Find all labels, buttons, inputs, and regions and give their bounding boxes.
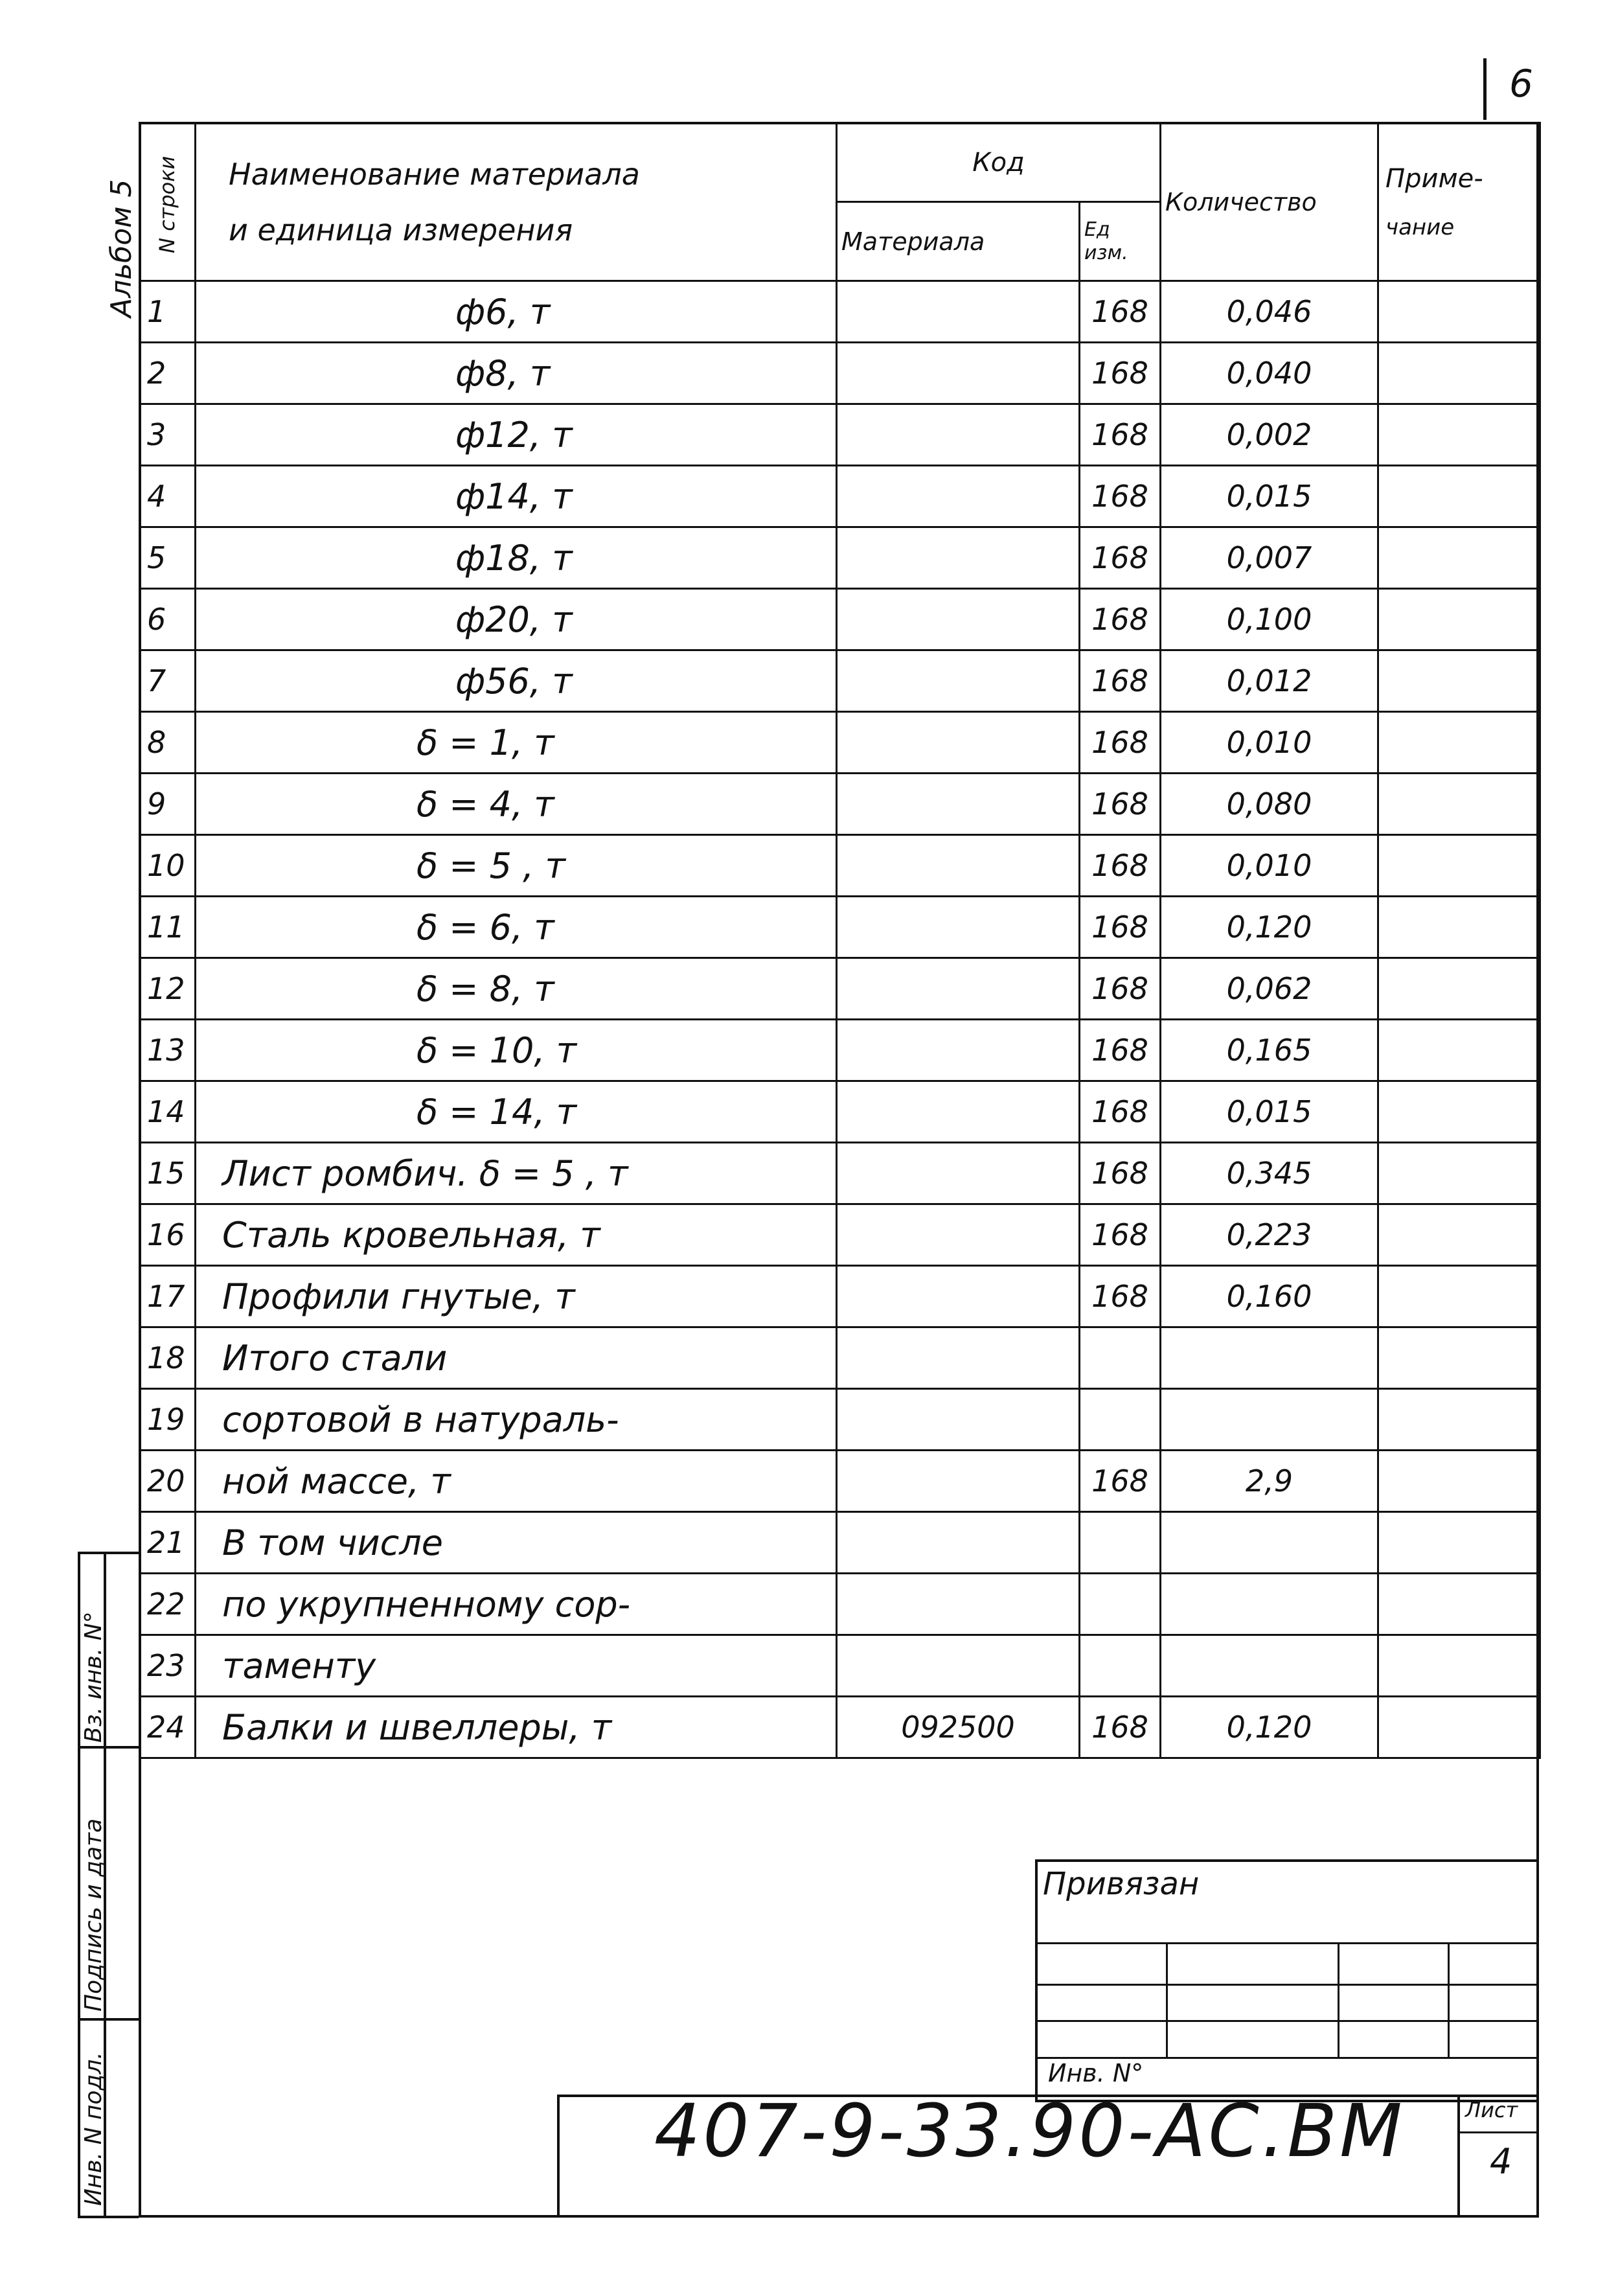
row-material-code — [837, 1574, 1080, 1635]
row-name: δ = 10, т — [196, 1020, 837, 1081]
row-material-code — [837, 1635, 1080, 1697]
row-name: В том числе — [196, 1512, 837, 1574]
row-quantity: 0,007 — [1161, 527, 1378, 589]
row-name: ф8, т — [196, 343, 837, 404]
row-number: 12 — [140, 958, 196, 1020]
binding-label: Привязан — [1043, 1866, 1200, 1902]
row-name: Итого стали — [196, 1327, 837, 1389]
row-number: 8 — [140, 712, 196, 774]
row-number: 5 — [140, 527, 196, 589]
row-note — [1378, 958, 1540, 1020]
row-note — [1378, 1327, 1540, 1389]
row-name: δ = 14, т — [196, 1081, 837, 1143]
row-number: 21 — [140, 1512, 196, 1574]
row-quantity: 0,002 — [1161, 404, 1378, 466]
row-unit: 168 — [1080, 835, 1161, 897]
row-note — [1378, 281, 1540, 343]
row-note — [1378, 1020, 1540, 1081]
row-unit — [1080, 1635, 1161, 1697]
table-row — [140, 1697, 1540, 1758]
header-unit: Ед изм. — [1080, 202, 1161, 281]
row-number: 11 — [140, 897, 196, 958]
table-row — [140, 1389, 1540, 1451]
table-row — [140, 404, 1540, 466]
row-unit: 168 — [1080, 527, 1161, 589]
row-note — [1378, 343, 1540, 404]
row-unit — [1080, 1512, 1161, 1574]
row-number: 18 — [140, 1327, 196, 1389]
row-material-code: 092500 — [837, 1697, 1080, 1758]
row-number: 16 — [140, 1204, 196, 1266]
table-row — [140, 1266, 1540, 1327]
row-material-code — [837, 1266, 1080, 1327]
row-unit: 168 — [1080, 589, 1161, 650]
row-unit: 168 — [1080, 1020, 1161, 1081]
row-note — [1378, 1081, 1540, 1143]
row-name: ф56, т — [196, 650, 837, 712]
row-quantity — [1161, 1389, 1378, 1451]
table-row — [140, 1204, 1540, 1266]
row-name: δ = 8, т — [196, 958, 837, 1020]
row-quantity: 0,015 — [1161, 1081, 1378, 1143]
row-note — [1378, 774, 1540, 835]
table-row — [140, 527, 1540, 589]
row-material-code — [837, 650, 1080, 712]
sheet-cell-line — [1457, 2131, 1539, 2133]
row-quantity: 0,010 — [1161, 712, 1378, 774]
row-unit — [1080, 1389, 1161, 1451]
row-unit — [1080, 1327, 1161, 1389]
album-label: Альбом 5 — [105, 179, 138, 317]
row-quantity: 2,9 — [1161, 1451, 1378, 1512]
row-quantity: 0,062 — [1161, 958, 1378, 1020]
header-material: Материала — [837, 202, 1080, 281]
table-row — [140, 958, 1540, 1020]
row-unit: 168 — [1080, 281, 1161, 343]
row-name: Сталь кровельная, т — [196, 1204, 837, 1266]
row-material-code — [837, 1389, 1080, 1451]
row-material-code — [837, 343, 1080, 404]
row-material-code — [837, 1512, 1080, 1574]
inv-no-label: Инв. N° — [1048, 2059, 1144, 2087]
row-quantity — [1161, 1512, 1378, 1574]
binding-line-3 — [1035, 2020, 1539, 2022]
row-name: δ = 1, т — [196, 712, 837, 774]
table-row — [140, 1327, 1540, 1389]
row-material-code — [837, 958, 1080, 1020]
row-name: ной массе, т — [196, 1451, 837, 1512]
row-quantity: 0,120 — [1161, 1697, 1378, 1758]
row-number: 22 — [140, 1574, 196, 1635]
row-unit: 168 — [1080, 1143, 1161, 1204]
row-unit: 168 — [1080, 650, 1161, 712]
row-number: 17 — [140, 1266, 196, 1327]
binding-line-2 — [1035, 1984, 1539, 1986]
row-name: δ = 4, т — [196, 774, 837, 835]
table-row — [140, 835, 1540, 897]
row-material-code — [837, 774, 1080, 835]
row-number: 9 — [140, 774, 196, 835]
row-unit: 168 — [1080, 774, 1161, 835]
table-row — [140, 589, 1540, 650]
row-number: 2 — [140, 343, 196, 404]
row-quantity: 0,120 — [1161, 897, 1378, 958]
row-name: δ = 6, т — [196, 897, 837, 958]
row-number: 7 — [140, 650, 196, 712]
row-name: ф18, т — [196, 527, 837, 589]
row-material-code — [837, 527, 1080, 589]
row-unit — [1080, 1574, 1161, 1635]
side-stamp-top — [78, 1552, 139, 1554]
row-quantity: 0,165 — [1161, 1020, 1378, 1081]
row-quantity: 0,015 — [1161, 466, 1378, 527]
table-row — [140, 1635, 1540, 1697]
row-quantity — [1161, 1574, 1378, 1635]
row-name: ф20, т — [196, 589, 837, 650]
row-unit: 168 — [1080, 897, 1161, 958]
row-quantity — [1161, 1327, 1378, 1389]
row-note — [1378, 589, 1540, 650]
stamp-replace-inv: Вз. инв. N° — [80, 1611, 107, 1743]
binding-vline-2 — [1338, 1942, 1339, 2059]
row-name: по укрупненному сор- — [196, 1574, 837, 1635]
row-unit: 168 — [1080, 404, 1161, 466]
row-number: 4 — [140, 466, 196, 527]
table-row — [140, 1081, 1540, 1143]
row-number: 24 — [140, 1697, 196, 1758]
row-unit: 168 — [1080, 958, 1161, 1020]
material-spec-table — [139, 122, 1541, 1759]
sheet-number: 4 — [1490, 2141, 1512, 2182]
row-material-code — [837, 1451, 1080, 1512]
row-unit: 168 — [1080, 1266, 1161, 1327]
row-note — [1378, 650, 1540, 712]
row-unit: 168 — [1080, 1204, 1161, 1266]
row-note — [1378, 466, 1540, 527]
row-material-code — [837, 589, 1080, 650]
row-quantity: 0,040 — [1161, 343, 1378, 404]
table-row — [140, 343, 1540, 404]
row-material-code — [837, 1327, 1080, 1389]
row-number: 6 — [140, 589, 196, 650]
page-number: 6 — [1509, 62, 1533, 106]
row-quantity: 0,223 — [1161, 1204, 1378, 1266]
row-note — [1378, 1204, 1540, 1266]
row-note — [1378, 1697, 1540, 1758]
row-quantity: 0,100 — [1161, 589, 1378, 650]
binding-vline-1 — [1166, 1942, 1168, 2059]
row-note — [1378, 1143, 1540, 1204]
binding-vline-3 — [1448, 1942, 1450, 2059]
row-unit: 168 — [1080, 1451, 1161, 1512]
row-number: 1 — [140, 281, 196, 343]
row-note — [1378, 1635, 1540, 1697]
table-row — [140, 1143, 1540, 1204]
stamp-inv-orig: Инв. N подл. — [80, 2052, 107, 2206]
row-number: 3 — [140, 404, 196, 466]
row-material-code — [837, 897, 1080, 958]
row-quantity: 0,345 — [1161, 1143, 1378, 1204]
row-unit: 168 — [1080, 1081, 1161, 1143]
row-name: Лист ромбич. δ = 5 , т — [196, 1143, 837, 1204]
row-number: 23 — [140, 1635, 196, 1697]
row-number: 13 — [140, 1020, 196, 1081]
sheet-cell-divider — [1457, 2095, 1460, 2218]
row-number: 20 — [140, 1451, 196, 1512]
table-row — [140, 466, 1540, 527]
row-note — [1378, 404, 1540, 466]
side-stamp-sep-1 — [78, 1746, 139, 1749]
header-name: Наименование материала и единица измерения — [196, 123, 837, 281]
row-name: таменту — [196, 1635, 837, 1697]
row-unit: 168 — [1080, 343, 1161, 404]
table-row — [140, 650, 1540, 712]
stamp-sign-date: Подпись и дата — [80, 1818, 107, 2012]
row-number: 10 — [140, 835, 196, 897]
row-unit: 168 — [1080, 712, 1161, 774]
side-stamp-bottom — [78, 2216, 139, 2218]
table-row — [140, 1512, 1540, 1574]
header-note: Приме- чание — [1378, 123, 1540, 281]
row-note — [1378, 1451, 1540, 1512]
header-code: Код — [837, 123, 1161, 202]
row-name: сортовой в натураль- — [196, 1389, 837, 1451]
header-quantity: Количество — [1161, 123, 1378, 281]
row-material-code — [837, 835, 1080, 897]
table-row — [140, 712, 1540, 774]
table-row — [140, 1451, 1540, 1512]
row-unit: 168 — [1080, 1697, 1161, 1758]
table-row — [140, 774, 1540, 835]
row-note — [1378, 897, 1540, 958]
row-name: Профили гнутые, т — [196, 1266, 837, 1327]
row-quantity: 0,080 — [1161, 774, 1378, 835]
page-number-divider — [1483, 58, 1487, 120]
row-note — [1378, 1389, 1540, 1451]
row-material-code — [837, 1081, 1080, 1143]
row-number: 15 — [140, 1143, 196, 1204]
sheet-label: Лист — [1465, 2098, 1518, 2122]
row-material-code — [837, 1143, 1080, 1204]
row-note — [1378, 1574, 1540, 1635]
row-quantity: 0,046 — [1161, 281, 1378, 343]
row-name: ф14, т — [196, 466, 837, 527]
row-name: Балки и швеллеры, т — [196, 1697, 837, 1758]
header-row-no: N строки — [140, 123, 196, 281]
document-code: 407-9-33.90-АС.ВМ — [654, 2089, 1405, 2174]
row-material-code — [837, 404, 1080, 466]
row-note — [1378, 712, 1540, 774]
row-material-code — [837, 1204, 1080, 1266]
row-number: 14 — [140, 1081, 196, 1143]
row-note — [1378, 527, 1540, 589]
row-number: 19 — [140, 1389, 196, 1451]
table-row — [140, 897, 1540, 958]
row-quantity: 0,160 — [1161, 1266, 1378, 1327]
row-name: ф6, т — [196, 281, 837, 343]
table-row — [140, 281, 1540, 343]
table-row — [140, 1574, 1540, 1635]
row-unit: 168 — [1080, 466, 1161, 527]
row-material-code — [837, 1020, 1080, 1081]
row-quantity: 0,012 — [1161, 650, 1378, 712]
row-material-code — [837, 466, 1080, 527]
row-note — [1378, 1266, 1540, 1327]
row-quantity — [1161, 1635, 1378, 1697]
row-quantity: 0,010 — [1161, 835, 1378, 897]
side-stamp-sep-2 — [78, 2018, 139, 2021]
table-row — [140, 1020, 1540, 1081]
row-material-code — [837, 281, 1080, 343]
binding-line-1 — [1035, 1942, 1539, 1944]
row-name: ф12, т — [196, 404, 837, 466]
row-name: δ = 5 , т — [196, 835, 837, 897]
row-note — [1378, 835, 1540, 897]
row-material-code — [837, 712, 1080, 774]
row-note — [1378, 1512, 1540, 1574]
